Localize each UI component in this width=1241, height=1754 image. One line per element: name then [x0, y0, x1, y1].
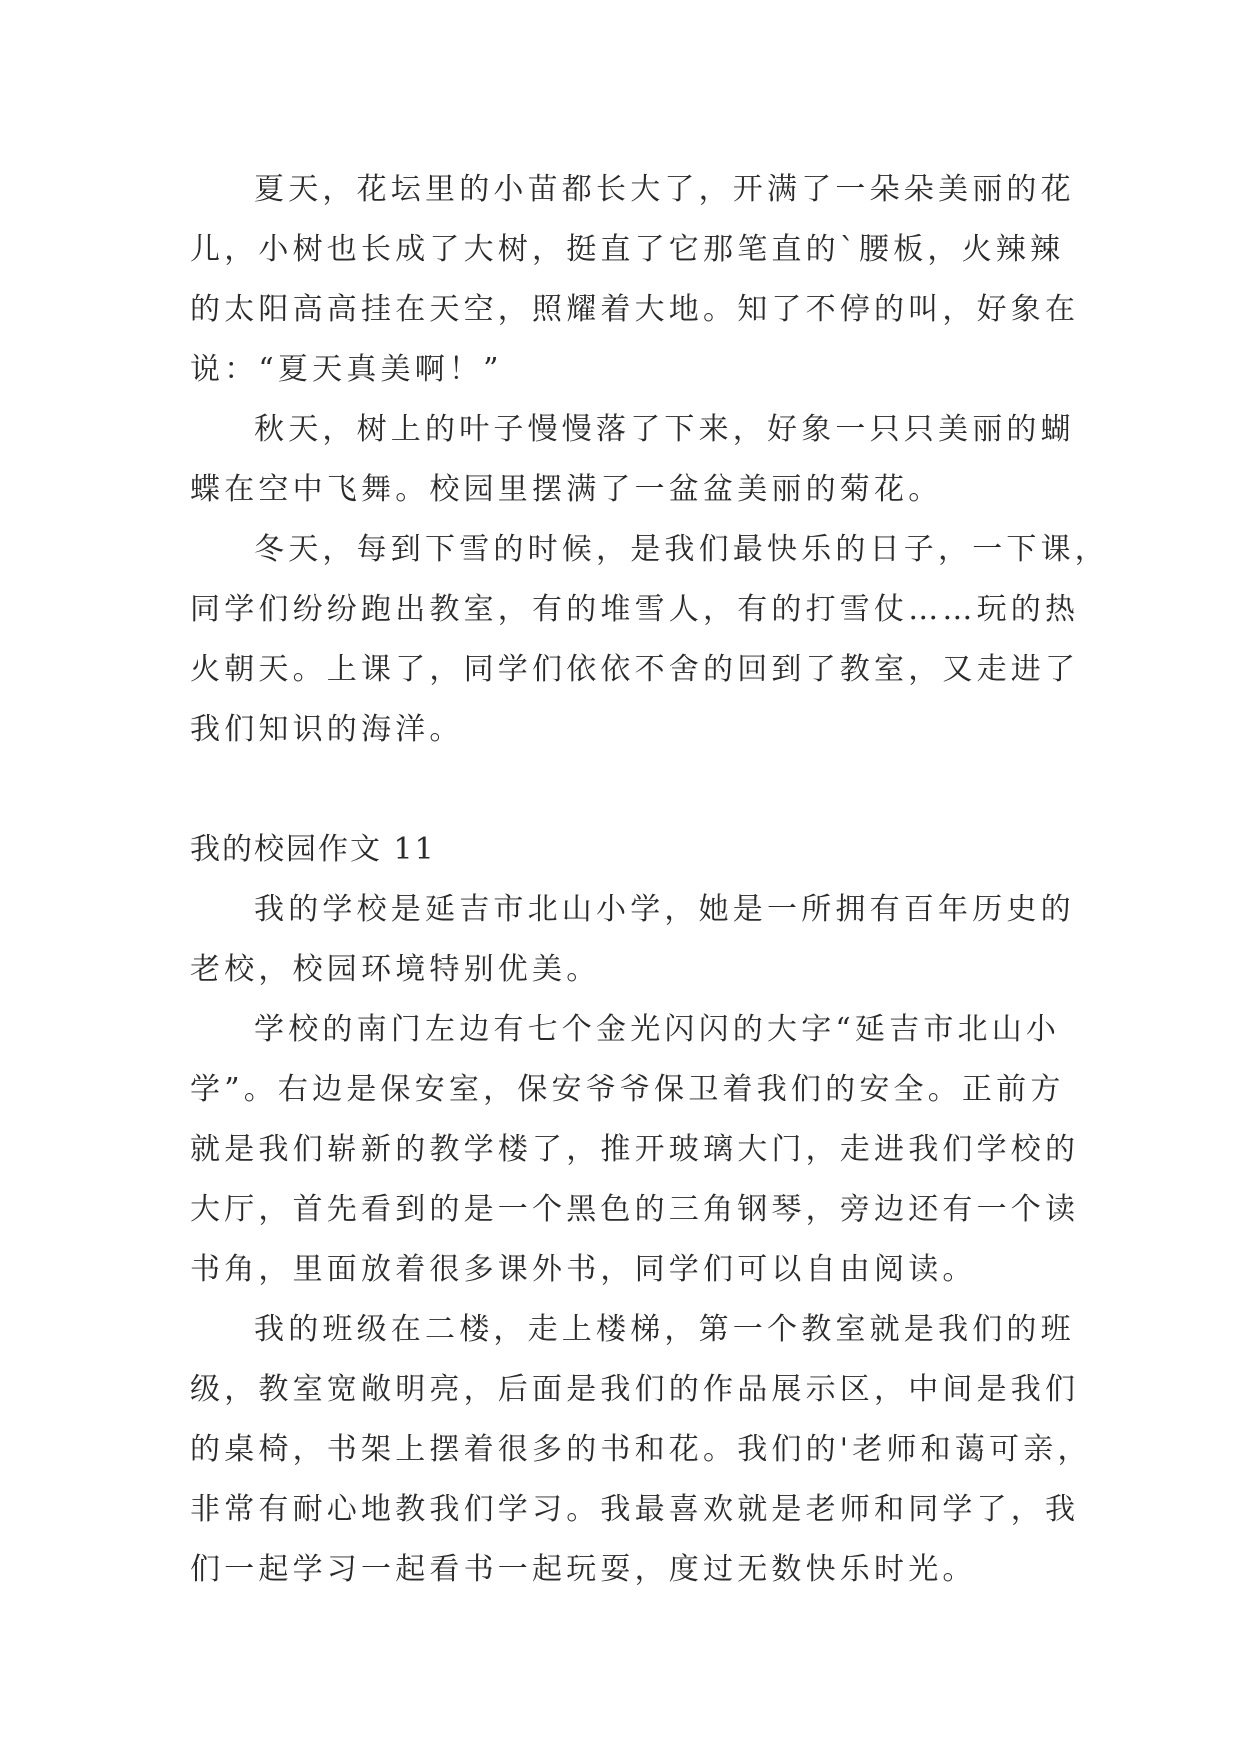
paragraph-class	[190, 1300, 1092, 1600]
text-line: 我的学校是延吉市北山小学，她是一所拥有百年历史的	[254, 892, 1075, 927]
paragraph-summer	[190, 160, 1080, 400]
text-line: 的太阳高高挂在天空，照耀着大地。知了不停的叫，好象在	[190, 292, 1080, 327]
text-line: 秋天，树上的叶子慢慢落了下来，好象一只只美丽的蝴	[254, 412, 1075, 447]
text-line: 夏天，花坛里的小苗都长大了，开满了一朵朵美丽的花	[254, 172, 1075, 207]
text-line: 蝶在空中飞舞。校园里摆满了一盆盆美丽的菊花。	[190, 472, 943, 507]
essay-heading: 我的校园作文 11	[190, 832, 436, 867]
text-line: 说：“夏天真美啊！”	[190, 352, 503, 387]
paragraph-gate	[190, 1000, 1080, 1300]
text-line: 级，教室宽敞明亮，后面是我们的作品展示区，中间是我们	[190, 1372, 1080, 1407]
section-gap	[190, 760, 1050, 820]
text-line: 我们知识的海洋。	[190, 712, 464, 747]
text-line: 同学们纷纷跑出教室，有的堆雪人，有的打雪仗……玩的热	[190, 592, 1080, 627]
text-line: 书角，里面放着很多课外书，同学们可以自由阅读。	[190, 1252, 977, 1287]
text-line: 儿，小树也长成了大树，挺直了它那笔直的`腰板，火辣辣	[190, 232, 1065, 267]
text-line: 火朝天。上课了，同学们依依不舍的回到了教室，又走进了	[190, 652, 1080, 687]
text-line: 学校的南门左边有七个金光闪闪的大字“延吉市北山小	[254, 1012, 1061, 1047]
paragraph-intro	[190, 880, 1075, 1000]
text-line: 大厅，首先看到的是一个黑色的三角钢琴，旁边还有一个读	[190, 1192, 1080, 1227]
text-line: 就是我们崭新的教学楼了，推开玻璃大门，走进我们学校的	[190, 1132, 1080, 1167]
text-line: 们一起学习一起看书一起玩耍，度过无数快乐时光。	[190, 1552, 977, 1587]
text-line: 学”。右边是保安室，保安爷爷保卫着我们的安全。正前方	[190, 1072, 1065, 1107]
text-line: 老校，校园环境特别优美。	[190, 952, 601, 987]
paragraph-autumn	[190, 400, 1075, 520]
document-page	[190, 160, 1109, 1600]
text-line: 我的班级在二楼，走上楼梯，第一个教室就是我们的班	[254, 1312, 1075, 1347]
paragraph-winter	[190, 520, 1109, 760]
text-line: 非常有耐心地教我们学习。我最喜欢就是老师和同学了，我	[190, 1492, 1080, 1527]
text-line: 的桌椅，书架上摆着很多的书和花。我们的'老师和蔼可亲，	[190, 1432, 1092, 1467]
text-line: 冬天，每到下雪的时候，是我们最快乐的日子，一下课，	[254, 532, 1109, 567]
